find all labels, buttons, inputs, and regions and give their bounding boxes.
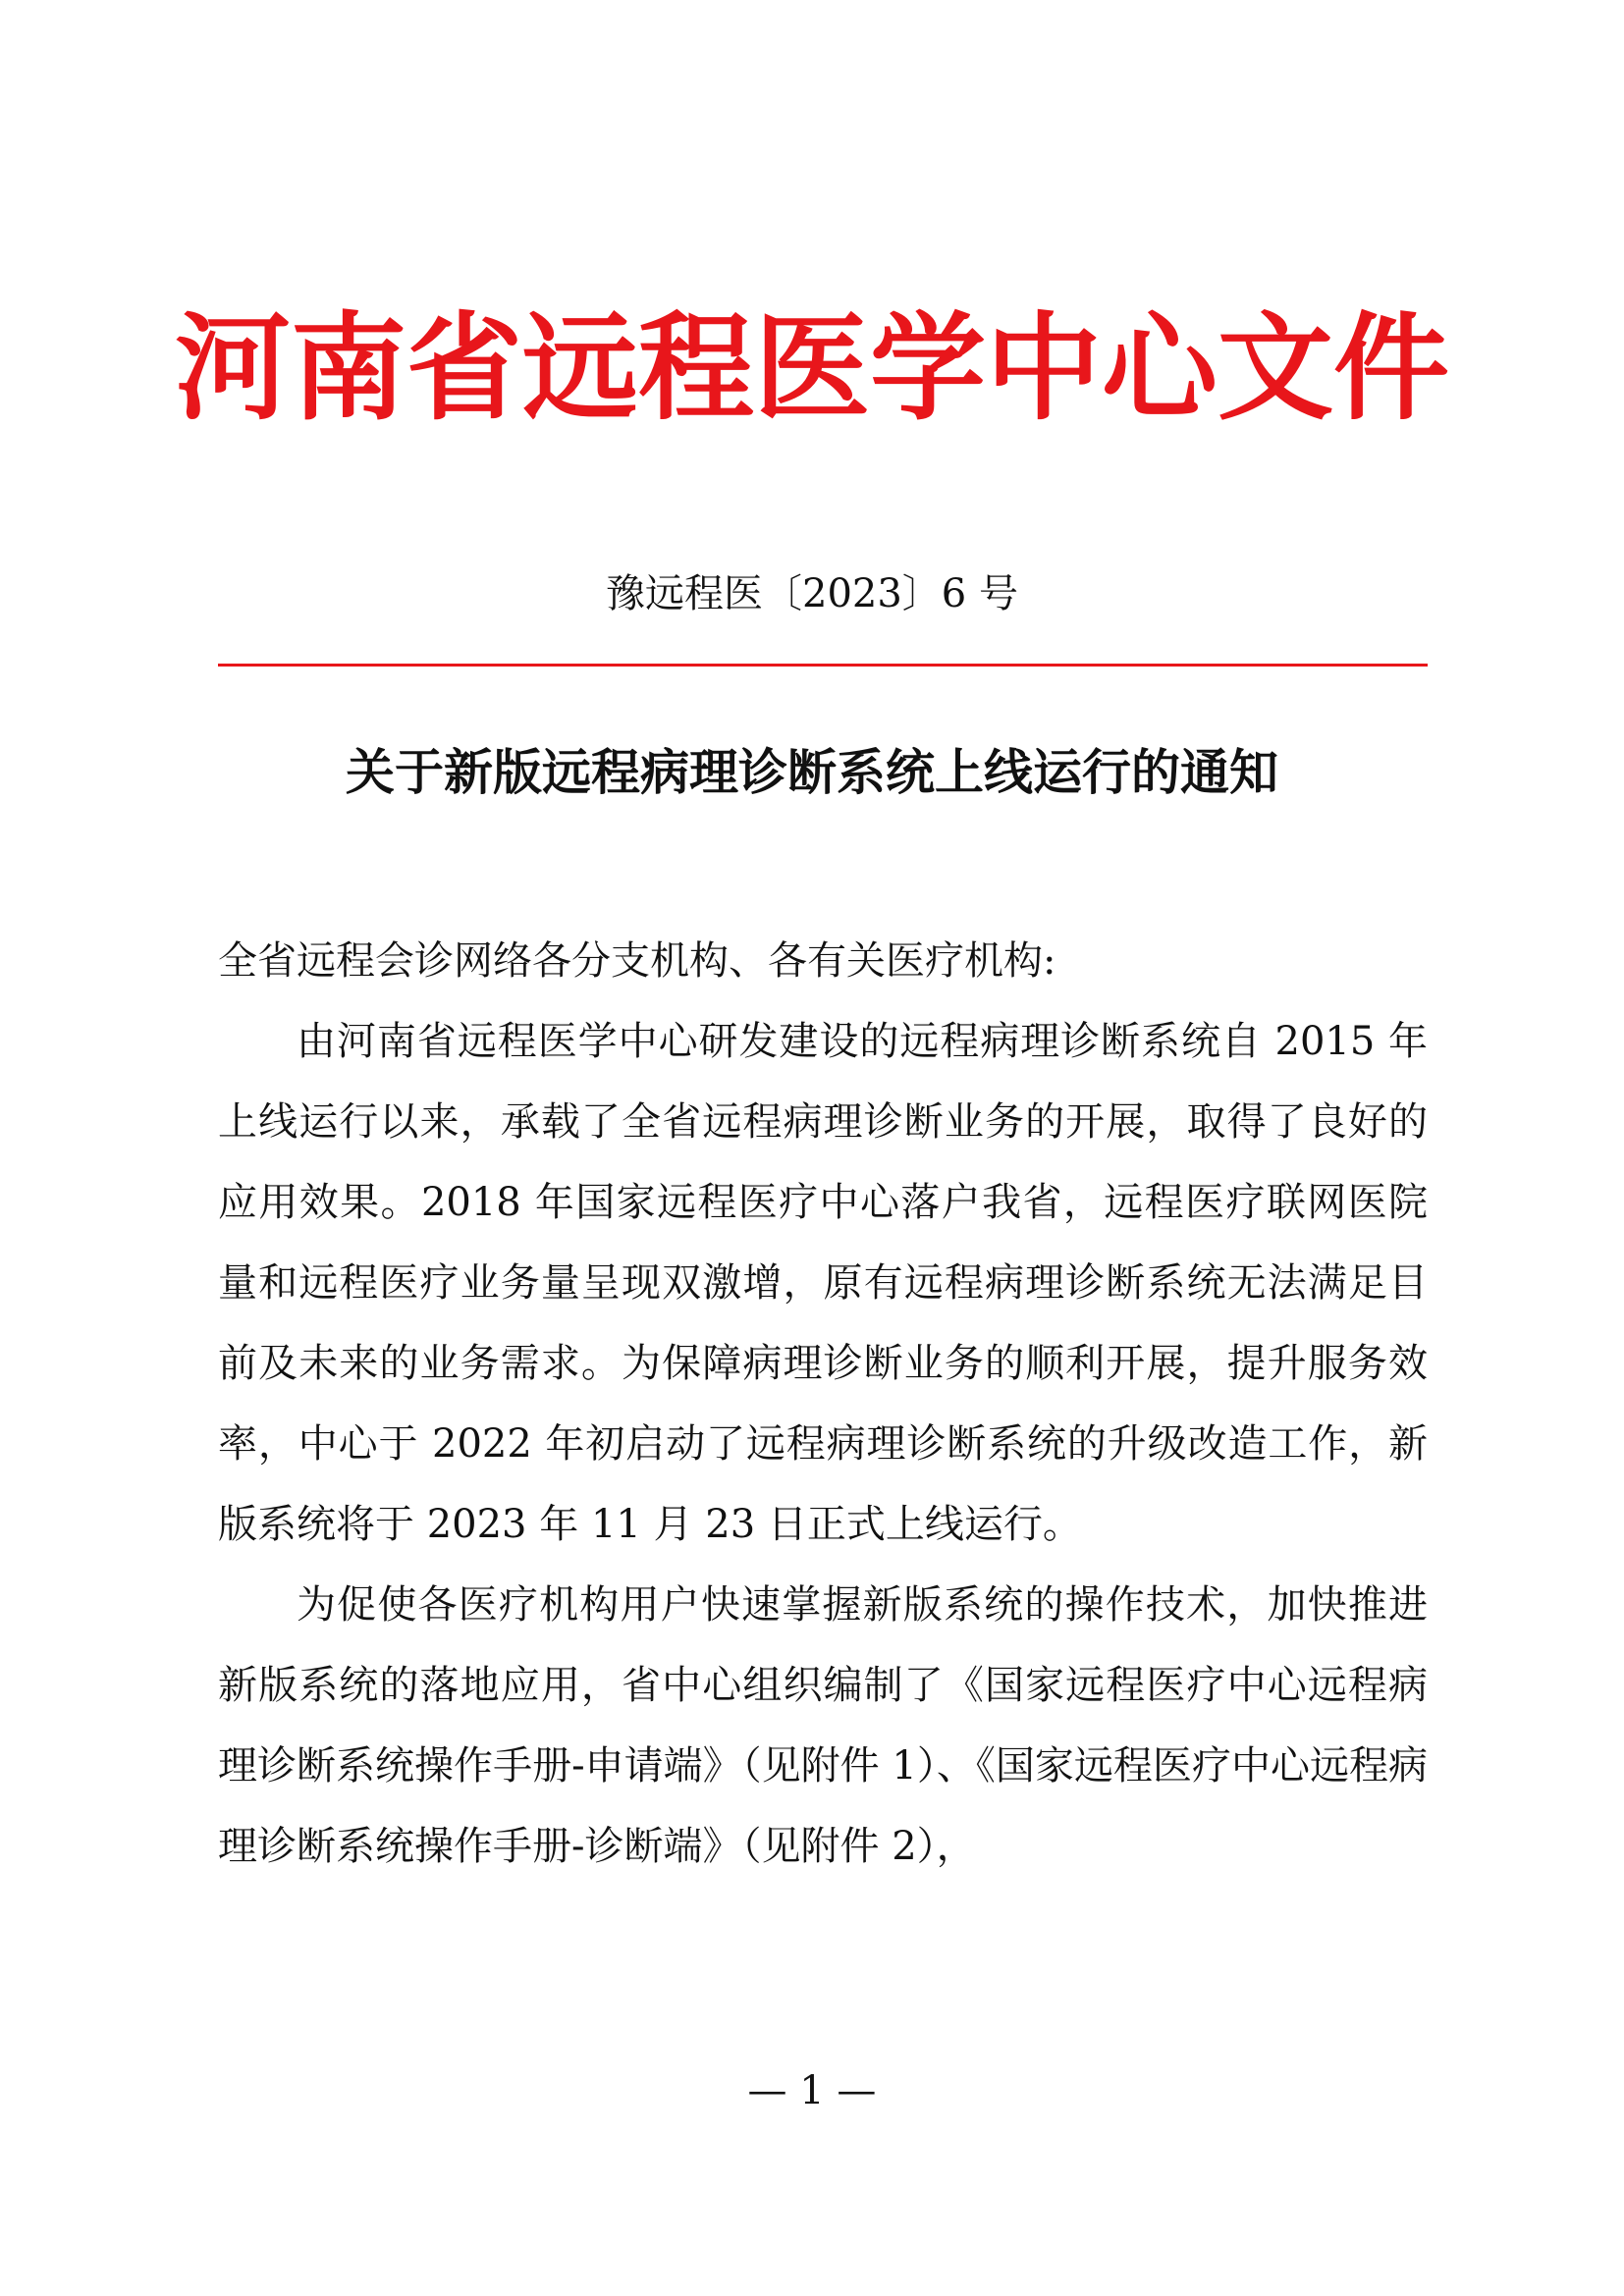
red-divider-line bbox=[218, 664, 1428, 667]
page-number: — 1 — bbox=[747, 2068, 877, 2113]
salutation: 全省远程会诊网络各分支机构、各有关医疗机构: bbox=[218, 938, 1056, 984]
masthead-title: 河南省远程医学中心文件 bbox=[174, 300, 1449, 436]
paragraph-2: 为促使各医疗机构用户快速掌握新版系统的操作技术，加快推进新版系统的落地应用，省中心组织编制了《国家远程医疗中心远程病理诊断系统操作手册-申请端》（见附件 1）、《国家远程医疗中心远程病理诊断系统操作手册-诊断端》（见附件 2）， bbox=[218, 1582, 1428, 1869]
notice-body bbox=[218, 921, 1428, 1887]
document-number: 豫远程医〔2023〕6 号 bbox=[606, 571, 1018, 616]
notice-title: 关于新版远程病理诊断系统上线运行的通知 bbox=[346, 743, 1278, 801]
paragraph-1: 由河南省远程医学中心研发建设的远程病理诊断系统自 2015 年上线运行以来，承载了全省远程病理诊断业务的开展，取得了良好的应用效果。2018 年国家远程医疗中心落户我省，远程医疗联网医院量和远程医疗业务量呈现双激增，原有远程病理诊断系统无法满足目前及未来的业务需求。为保障病理诊断业务的顺利开展，提升服务效率，中心于 2022 年初启动了远程病理诊断系统的升级改造工作，新版系统将于 2023 年 11 月 23 日正式上线运行。 bbox=[218, 1019, 1428, 1547]
